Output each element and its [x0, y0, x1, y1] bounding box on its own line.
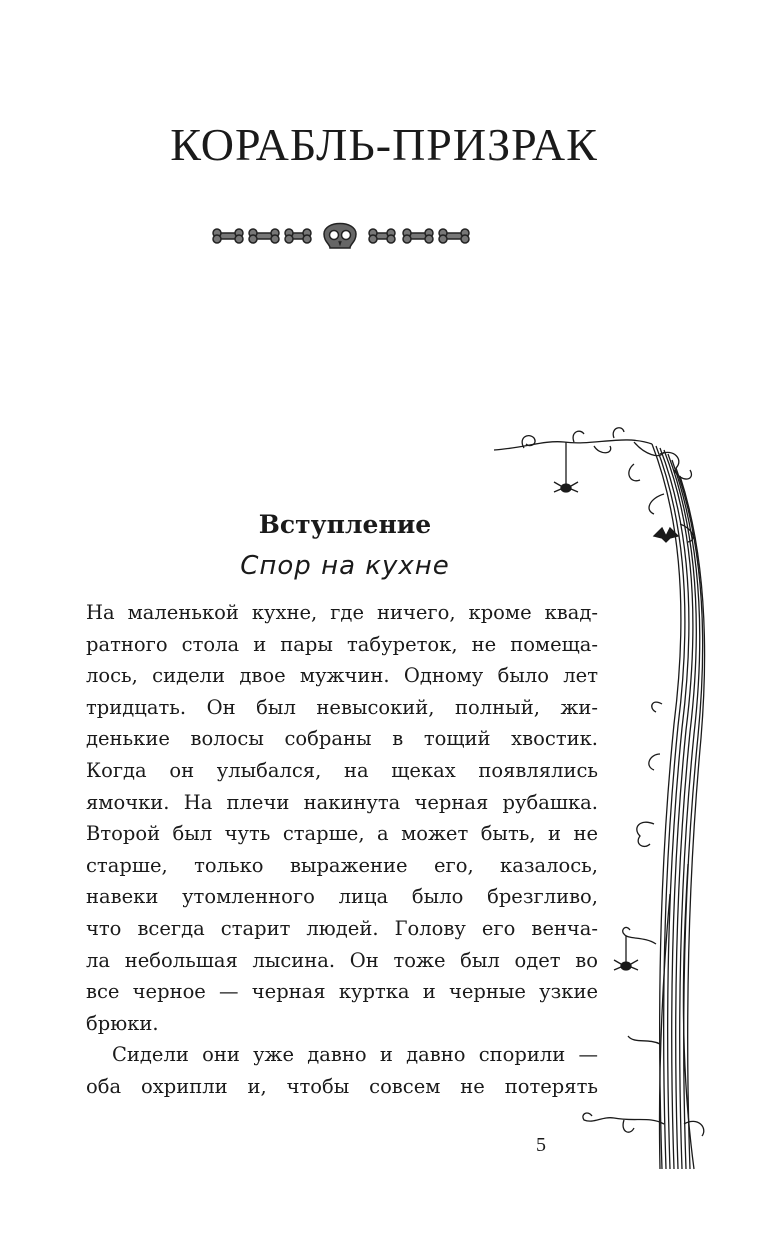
- text-line: денькие волосы собраны в тощий хвостик.: [86, 727, 598, 751]
- text-line: брюки.: [86, 1011, 159, 1035]
- bone-icon: [403, 229, 433, 243]
- text-line: ла небольшая лысина. Он тоже был одет во: [86, 948, 598, 972]
- text-line: На маленькой кухне, где ничего, кроме квад-: [86, 601, 598, 624]
- chapter-title: Вступление: [258, 510, 432, 539]
- spider-icon: [614, 936, 638, 970]
- body-text: [86, 597, 598, 1103]
- text-line: навеки утомленного лица было брезгливо,: [86, 885, 598, 909]
- text-line: старше, только выражение его, казалось,: [86, 853, 598, 877]
- bone-icon: [249, 229, 279, 243]
- text-line: тридцать. Он был невысокий, полный, жи-: [86, 695, 598, 719]
- bone-icon: [213, 229, 243, 243]
- text-line: лось, сидели двое мужчин. Одному было лет: [86, 664, 598, 688]
- text-line: Когда он улыбался, на щеках появлялись: [86, 758, 598, 782]
- text-line: ямочки. На плечи накинута черная рубашка.: [86, 790, 598, 814]
- book-title: КОРАБЛЬ-ПРИЗРАК: [170, 119, 598, 170]
- page-number: 5: [536, 1134, 546, 1156]
- text-line: что всегда старит людей. Голову его венча-: [86, 916, 598, 940]
- bone-icon: [285, 229, 311, 243]
- text-line: ратного стола и пары табуреток, не помеща-: [86, 632, 598, 656]
- text-line: Сидели они уже давно и давно спорили —: [112, 1043, 598, 1067]
- bone-icon: [369, 229, 395, 243]
- text-line: Второй был чуть старше, а может быть, и не: [86, 822, 598, 846]
- text-line: оба охрипли и, чтобы совсем не потерять: [86, 1074, 598, 1098]
- spider-icon: [554, 442, 578, 492]
- tree-trunk: [652, 444, 705, 1169]
- text-line: все черное — черная куртка и черные узкие: [86, 980, 598, 1004]
- bone-icon: [439, 229, 469, 243]
- skull-icon: [324, 224, 356, 249]
- bones-and-skull-icon: [200, 212, 480, 260]
- chapter-subtitle: Спор на кухне: [240, 551, 450, 581]
